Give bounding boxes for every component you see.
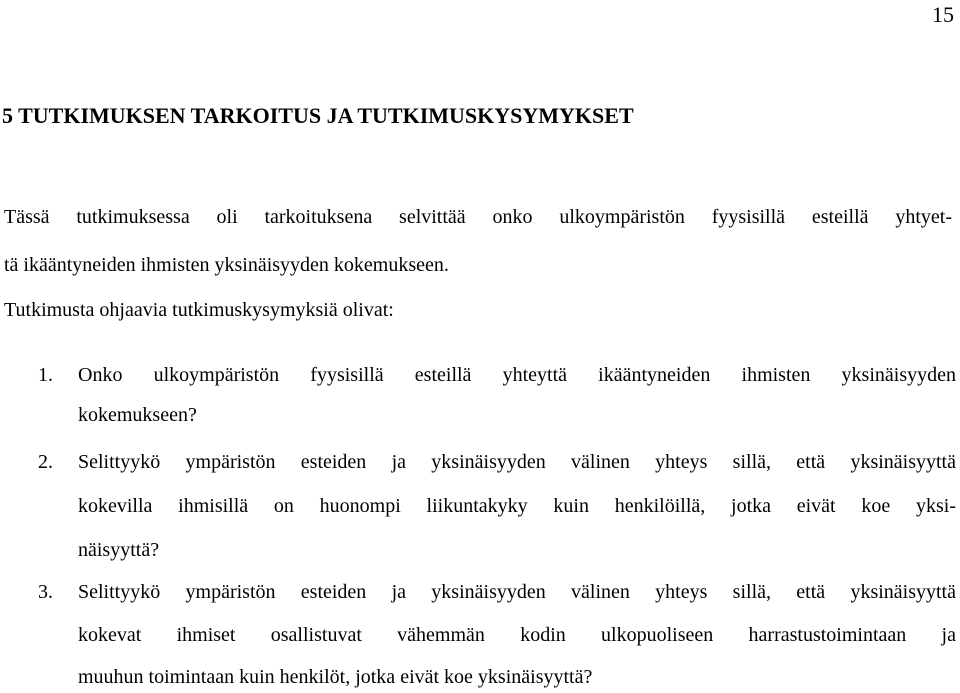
question-line: muuhun toimintaan kuin henkilöt, jotka eivät koe yksinäisyyttä? <box>78 666 593 688</box>
question-line: Selittyykö ympäristön esteiden ja yksinäisyyden välinen yhteys sillä, että yksinäisyyttä <box>78 581 956 603</box>
question-line: kokevilla ihmisillä on huonompi liikuntakyky kuin henkilöillä, jotka eivät koe yksi- <box>78 495 956 517</box>
question-number: 1. <box>38 364 53 386</box>
chapter-title: 5 TUTKIMUKSEN TARKOITUS JA TUTKIMUSKYSYMYKSET <box>2 103 634 128</box>
question-line: kokemukseen? <box>78 404 197 426</box>
question-line: Selittyykö ympäristön esteiden ja yksinäisyyden välinen yhteys sillä, että yksinäisyyttä <box>78 451 956 473</box>
intro-line: Tässä tutkimuksessa oli tarkoituksena selvittää onko ulkoympäristön fyysisillä esteillä yhtyet- <box>4 206 952 228</box>
question-number: 2. <box>38 451 53 473</box>
question-line: kokevat ihmiset osallistuvat vähemmän kodin ulkopuoliseen harrastustoimintaan ja <box>78 624 956 646</box>
intro-line: Tutkimusta ohjaavia tutkimuskysymyksiä olivat: <box>4 299 394 321</box>
question-line: Onko ulkoympäristön fyysisillä esteillä yhteyttä ikääntyneiden ihmisten yksinäisyyden <box>78 364 956 386</box>
question-line: näisyyttä? <box>78 539 160 561</box>
question-number: 3. <box>38 581 53 603</box>
page-number: 15 <box>932 2 954 27</box>
intro-line: tä ikääntyneiden ihmisten yksinäisyyden kokemukseen. <box>4 254 449 276</box>
